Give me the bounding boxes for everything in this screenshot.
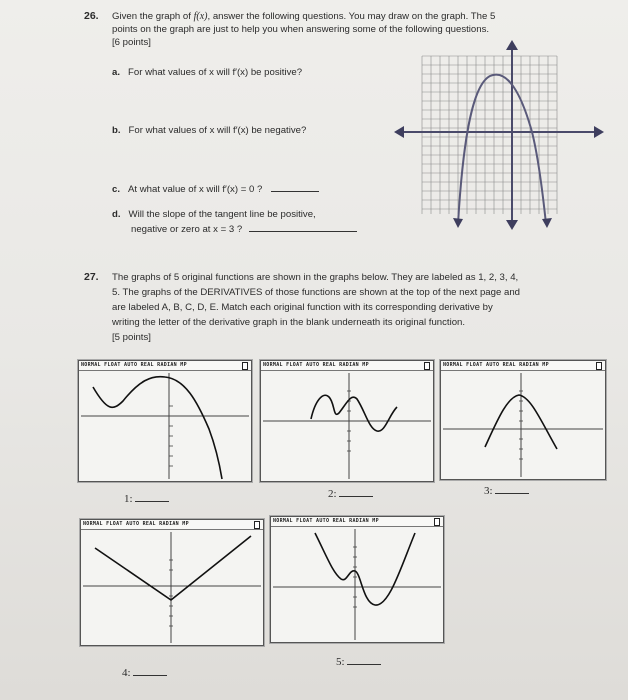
q26-points: [6 points] — [112, 37, 151, 48]
label-1 — [124, 492, 169, 505]
calc-status-bar: NORMAL FLOAT AUTO REAL RADIAN MP — [261, 361, 433, 371]
graph-1-plot — [79, 371, 251, 481]
graph-4-plot — [81, 530, 263, 645]
q26-number: 26. — [84, 10, 99, 22]
q26-part-b-text: For what values of x will f′(x) be negative? — [128, 125, 307, 136]
calc-graph-1 — [78, 360, 252, 482]
q26-part-d-line2: negative or zero at x = 3 ? — [131, 224, 243, 235]
calc-status-bar: NORMAL FLOAT AUTO REAL RADIAN MP — [79, 361, 251, 371]
label-5 — [336, 655, 381, 668]
answer-blank-5[interactable] — [347, 655, 381, 665]
q27-line3: are labeled A, B, C, D, E. Match each original function with its corresponding derivative by — [112, 302, 493, 313]
q26-part-a — [112, 67, 302, 78]
answer-blank-3[interactable] — [495, 484, 529, 494]
battery-icon — [242, 362, 248, 370]
q27-line4: writing the letter of the derivative graph in the blank underneath its original function. — [112, 317, 466, 328]
answer-blank-1[interactable] — [135, 492, 169, 502]
label-3-text: 3: — [484, 485, 493, 497]
q27-number: 27. — [84, 271, 99, 283]
q26-part-b-letter: b. — [112, 125, 121, 136]
calc-status-bar: NORMAL FLOAT AUTO REAL RADIAN MP — [81, 520, 263, 530]
graph-3-plot — [441, 371, 605, 479]
q26-intro — [112, 10, 582, 23]
q26-part-d-letter: d. — [112, 209, 121, 220]
q26-intro-post: , answer the following questions. You may draw on the graph. The 5 — [207, 11, 496, 22]
label-2 — [328, 487, 373, 500]
q26-intro-pre: Given the graph of — [112, 11, 191, 22]
calc-status-bar: NORMAL FLOAT AUTO REAL RADIAN MP — [441, 361, 605, 371]
q26-fx: f(x) — [193, 11, 208, 22]
graph-2-plot — [261, 371, 433, 481]
battery-icon — [254, 521, 260, 529]
q26-part-a-letter: a. — [112, 67, 121, 78]
label-5-text: 5: — [336, 656, 345, 668]
label-4-text: 4: — [122, 667, 131, 679]
q26-part-c — [112, 182, 319, 195]
calc-graph-5 — [270, 516, 444, 643]
label-2-text: 2: — [328, 488, 337, 500]
q26-part-b — [112, 125, 306, 136]
battery-icon — [434, 518, 440, 526]
q26-part-d-line1: Will the slope of the tangent line be positive, — [128, 209, 316, 220]
q27-line2: 5. The graphs of the DERIVATIVES of those functions are shown at the top of the next page and — [112, 287, 520, 298]
q26-part-d — [112, 209, 316, 220]
q26-part-d-answer-blank[interactable] — [249, 222, 357, 232]
calc-graph-3 — [440, 360, 606, 480]
q26-intro-line2: points on the graph are just to help you when answering some of the following questions. — [112, 24, 490, 35]
q26-part-c-letter: c. — [112, 184, 121, 195]
label-1-text: 1: — [124, 493, 133, 505]
calc-graph-4 — [80, 519, 264, 646]
q26-graph — [392, 36, 606, 232]
label-3 — [484, 484, 529, 497]
q26-part-a-text: For what values of x will f′(x) be positive? — [128, 67, 303, 78]
graph-5-plot — [271, 527, 443, 642]
label-4 — [122, 666, 167, 679]
q26-part-c-answer-blank[interactable] — [271, 182, 319, 192]
battery-icon — [424, 362, 430, 370]
calc-status-bar: NORMAL FLOAT AUTO REAL RADIAN MP — [271, 517, 443, 527]
q27-line1: The graphs of 5 original functions are shown in the graphs below. They are labeled as 1, 2, 3, 4, — [112, 272, 519, 283]
battery-icon — [596, 362, 602, 370]
q26-part-c-text: At what value of x will f′(x) = 0 ? — [128, 184, 263, 195]
calc-graph-2 — [260, 360, 434, 482]
answer-blank-4[interactable] — [133, 666, 167, 676]
q27-points: [5 points] — [112, 332, 151, 343]
q26-part-d-2 — [131, 222, 357, 235]
answer-blank-2[interactable] — [339, 487, 373, 497]
